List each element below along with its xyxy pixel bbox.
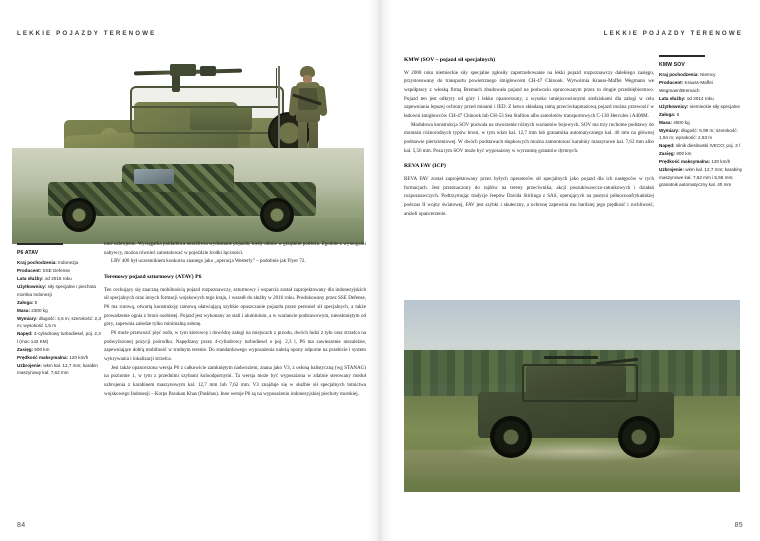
body-paragraph: LRV 400 był uczestnikiem konkursu znanego jako „operacja Westerly” – podobnie jak Flyer 72. <box>111 258 306 265</box>
spec-value: SSE Defense <box>41 268 71 274</box>
reva-main-gun <box>544 356 598 359</box>
folio-right: 85 <box>734 522 743 529</box>
body-paragraph: Ten cechujący się znaczną mobilnością pojazd rozpoznawczy, szturmowy i wsparcia został zaprojektowany dla indonezyjskich sił specjalnych oraz innych formacji wojskowych tego kraju, i wszedł do służby w 2016 roku. Produkowany przez SSE Defense, P6 ma rurową, otwartą konstrukcję ramową ułatwiającą szybkie opuszczanie pojazdu przez personel sił specjalnych, a także prowadzenie ognia z broni osobistej. Pojazd jest wykonany ze stali i aluminium, a w wariancie podstawowym, nieosłoniętym od góry, zapewnia załodze tylko minimalną osłonę. <box>104 286 366 328</box>
running-head-left: LEKKIE POJAZDY TERENOWE <box>17 30 157 37</box>
roll-cage-crossbar <box>130 106 280 108</box>
photo-reva-vehicle <box>478 364 674 462</box>
spec-value: 500 km <box>33 346 50 352</box>
spec-row <box>659 111 743 118</box>
spec-value: 4500 kg <box>672 119 690 125</box>
folio-left: 84 <box>17 522 26 529</box>
spec-label: Napęd: <box>17 331 33 337</box>
spec-value: Krauss-Maffei Wegmann/Bremach <box>659 80 713 93</box>
spec-value: 4-cylindrowy turbodiesel, poj. 2,3 l (moc 142 KM) <box>17 331 101 344</box>
spec-value: niemieckie siły specjalne <box>688 103 740 109</box>
spec-label: Użytkownicy: <box>17 284 47 290</box>
reva-front-wheel <box>490 416 532 458</box>
spec-label: Wymiary: <box>659 127 680 133</box>
spec-label: Wymiary: <box>17 315 38 321</box>
spec-rule <box>17 243 63 245</box>
spec-row <box>17 315 101 330</box>
spec-value: Indonezja <box>56 260 79 266</box>
spec-label: Napęd: <box>659 143 675 149</box>
spec-value: 5 <box>33 299 38 305</box>
spec-row <box>659 71 743 78</box>
spec-value: długość: 4,6 m; szerokość: 2,3 m; wysokość 1,5 m <box>17 315 101 329</box>
spec-value: 130 km/h <box>710 159 731 165</box>
spec-value: 2300 kg <box>30 307 48 313</box>
spec-label: Prędkość maksymalna: <box>17 354 69 360</box>
body-column-right <box>404 56 654 218</box>
spec-row <box>659 119 743 126</box>
photo-vehicle-windshield <box>134 169 174 184</box>
spec-label: Uzbrojenie: <box>659 167 685 173</box>
spec-row <box>659 127 743 142</box>
roll-cage <box>130 86 284 134</box>
spec-title: P6 ATAV <box>17 249 39 256</box>
spec-label: Uzbrojenie: <box>17 362 43 368</box>
page-right <box>380 0 760 541</box>
spec-value: wkm kal. 12,7 mm; karabin maszynowy kal. 7,62 mm <box>17 362 98 376</box>
spec-label: Masa: <box>659 119 673 125</box>
spec-row <box>17 267 101 274</box>
spec-title: KMW SOV <box>659 61 685 68</box>
spec-value: wkm kal. 12,7 mm; karabiny maszynowe kal. 7,62 mm i 5,56 mm; granatnik automatyczny kal. 40 mm <box>659 167 743 188</box>
photo-vehicle-rear-wheel <box>260 198 294 232</box>
body-paragraph: Modułowa konstrukcja SOV pozwala na stworzenie różnych wariantów bojowych. SOV ma trzy ruchome podstawy do montażu różnorodnych typów broni, w tym wkm kal. 12,7 mm lub granatnika automatycznego kal. 40 mm na głównej podstawie pierścieniowej. W dwóch podstawach słupkowych można zamontować karabiny maszynowe kal. 7,62 mm albo kal. 5,56 mm. Poza tym SOV może być wyposażony w wyrzutnię granatów dymnych. <box>404 121 654 154</box>
spec-value: 6 <box>675 111 680 117</box>
spec-row <box>659 103 743 110</box>
spec-value: siły specjalne i piechota morska Indonezji <box>17 284 96 297</box>
spec-label: Prędkość maksymalna: <box>659 159 711 165</box>
spec-box-p6-atav <box>17 243 101 377</box>
spec-label: Kraj pochodzenia: <box>17 260 57 266</box>
spec-label: Lata służby: <box>17 276 44 282</box>
body-column-left <box>104 240 366 398</box>
reva-rear-wheel <box>618 416 660 458</box>
reva-cabin <box>526 366 626 398</box>
spec-row <box>17 283 101 298</box>
spec-row <box>17 354 101 361</box>
spec-label: Producent: <box>659 80 684 86</box>
spec-label: Masa: <box>17 307 31 313</box>
spec-row <box>659 95 743 102</box>
spec-row <box>659 166 743 188</box>
body-paragraph: W 2000 roku niemieckie siły specjalne zgłosiły zapotrzebowanie na lekki pojazd rozpoznawczy dalekiego zasięgu, przystosowany do transportu powietrznego śmigłowcem CH-47 Chinook. Wytwórnia Krauss-Maffei Wegmann we współpracy z włoską firmą Bremach zbudowała pojazd na podwoziu opracowanym przez to drugie przedsiębiorstwo. Pojazd ten jest odkryty od góry i lekko opancerzony, z wysoko umiejscowionymi siedziskami dla załogi w celu zapewniania lepszej ochrony przed minami i IED. Z łatwo składaną ramą przeciwkapotażową pojazd można przewozić w ładowni śmigłowców CH-47 Chinook lub CH-53 Sea Stallion albo samolotów transportowych C-130 Hercules i A400M. <box>404 69 654 119</box>
spec-row <box>17 259 101 266</box>
spec-row <box>659 158 743 165</box>
spec-rows <box>659 71 743 189</box>
p6-atav-pixel-camo-photo <box>12 148 364 244</box>
ammo-box-secondary <box>200 66 216 76</box>
spec-value: silnik dieslowski IVECO; poj. 3 l <box>674 143 740 149</box>
section-heading: KMW (SOV – pojazd sił specjalnych) <box>404 57 496 63</box>
spec-label: Zasięg: <box>659 151 676 157</box>
spec-row <box>17 330 101 345</box>
spec-label: Załoga: <box>17 299 34 305</box>
section-heading: Terenowy pojazd szturmowy (ATAV) P6 <box>104 274 202 281</box>
body-paragraph: P6 może przewozić pięć osób, w tym kierowcę i dowódcę załogi na miejscach z przodu, dwóch ludzi z tyłu oraz strzelca na podwyższonej pozycji pośrodku. Napędzany przez 4-cylindrowy turbodiesel o poj. 2,3 l, P6 ma zawieszenie niezależne, zapewniające dobrą mobilność w trudnym terenie. Do standardowego wyposażenia należą opony odporne na przebicie i system wykrywania i lokalizacji strzelca. <box>104 329 366 362</box>
body-paragraph: Jest także opancerzona wersja P6 z całkowicie zamkniętym nadwoziem, znana jako V3, z osłoną balistyczną (wg STANAG) na poziomie 1, w tym z przednimi szybami kuloodpornymi. Ta wersja może być wyposażona w zdalnie sterowany moduł uzbrojenia z karabinem maszynowym kal. 12,7 mm lub 7,62 mm. V3 znajduje się w służbie sił specjalnych lotnictwa wojskowego Indonezji – Korps Pasukan Khas (Paskhas). Inne wersje P6 są na wyposażeniu indonezyjskiej piechoty morskiej. <box>104 364 366 397</box>
spec-row <box>659 142 743 149</box>
spec-row <box>17 275 101 282</box>
reva-fav-field-photo <box>404 300 740 492</box>
photo-vehicle <box>48 164 316 226</box>
body-paragraph: inne uzbrojenie. Wyciągarka pokładowa umożliwia wydostanie pojazdu, kiedy utknie w grząskim podłożu. Zgodnie z wymogami nabywcy, można również zainstalować w pojeździe środki łączności. <box>104 241 366 256</box>
spec-value: długość: 5,99 m; szerokość: 1,94 m; wysokość: 2,63 m <box>659 127 738 141</box>
spec-label: Załoga: <box>659 111 676 117</box>
soldier-face <box>303 75 312 83</box>
spec-row <box>17 307 101 314</box>
running-head-right: LEKKIE POJAZDY TERENOWE <box>603 30 743 37</box>
spec-label: Lata służby: <box>659 95 686 101</box>
ammo-box <box>170 64 196 76</box>
spec-row <box>659 79 743 94</box>
spec-rows <box>17 259 101 377</box>
spec-label: Użytkownicy: <box>659 103 689 109</box>
body-paragraph: REVA FAV został zaprojektowany przez byłych operatorów sił specjalnych jako pojazd dla ich następców w tych formacjach. Jest przeznaczony do rajdów na tereny przeciwnika, akcji poszukiwawczo-ratunkowych i działań rozpoznawczych. Podtrzymując tradycje Jeepów Davida Stirlinga z SAS, operujących na pustyni północnoafrykańskiej podczas II wojny światowej, FAV jest szybki i skuteczny, a ochronę zapewnia mu bardziej jego prędkość i ruchliwość, aniżeli opancerzenie. <box>404 175 654 217</box>
section-heading: REVA FAV (ICP) <box>404 163 446 170</box>
spec-row <box>659 150 743 157</box>
spec-row <box>17 362 101 377</box>
spec-row <box>17 346 101 353</box>
spec-box-kmw-sov <box>659 55 743 189</box>
spec-value: od 2016 roku <box>43 276 72 282</box>
spec-value: od 2014 roku <box>685 95 714 101</box>
photo-vehicle-front-wheel <box>62 198 96 232</box>
spec-label: Producent: <box>17 268 42 274</box>
spec-row <box>17 299 101 306</box>
spec-label: Kraj pochodzenia: <box>659 72 699 78</box>
spec-value: Niemcy <box>698 72 716 78</box>
spec-rule <box>659 55 705 57</box>
spec-value: 120 km/h <box>68 354 89 360</box>
spec-label: Zasięg: <box>17 346 34 352</box>
spec-value: 800 km <box>675 151 692 157</box>
